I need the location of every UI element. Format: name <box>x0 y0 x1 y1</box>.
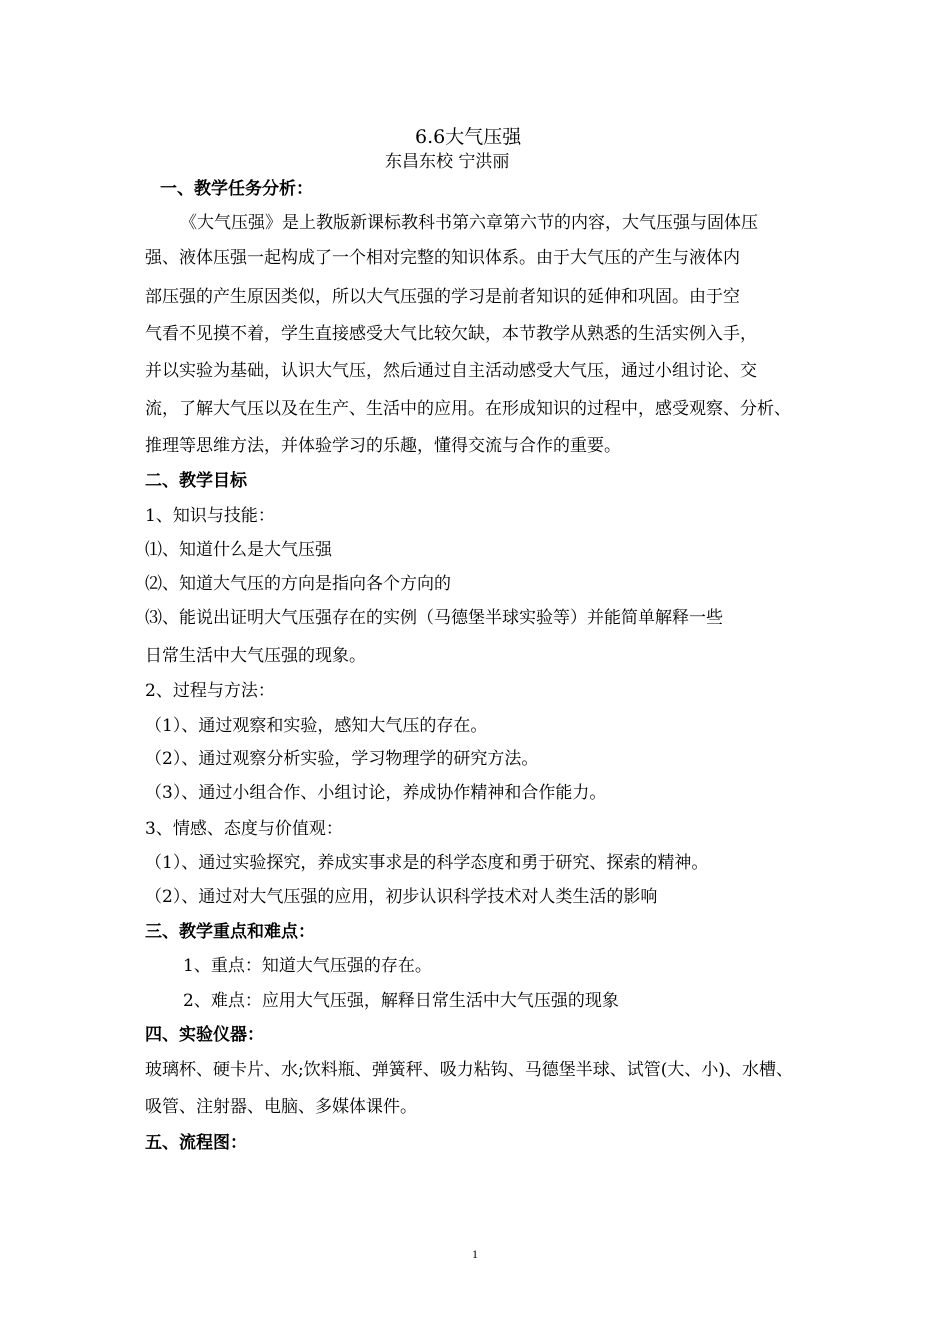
subheading-knowledge: 1、知识与技能： <box>145 506 275 526</box>
list-item: （2）、通过观察分析实验，学习物理学的研究方法。 <box>145 749 539 769</box>
list-item: （1）、通过实验探究，养成实事求是的科学态度和勇于研究、探索的精神。 <box>145 853 709 873</box>
paragraph-line: 部压强的产生原因类似，所以大气压强的学习是前者知识的延伸和巩固。由于空 <box>145 287 740 307</box>
list-item: （3）、通过小组合作、小组讨论，养成协作精神和合作能力。 <box>145 783 607 803</box>
paragraph-line: 并以实验为基础，认识大气压，然后通过自主活动感受大气压，通过小组讨论、交 <box>145 361 757 381</box>
paragraph-line: 推理等思维方法，并体验学习的乐趣，懂得交流与合作的重要。 <box>145 436 621 456</box>
section-heading-flowchart: 五、流程图： <box>145 1133 247 1153</box>
page-number: 1 <box>472 1247 478 1261</box>
paragraph-line: 流，了解大气压以及在生产、生活中的应用。在形成知识的过程中，感受观察、分析、 <box>145 399 791 419</box>
paragraph-line: 玻璃杯、硬卡片、水;饮料瓶、弹簧秤、吸力粘钩、马德堡半球、试管(大、小)、水槽、 <box>145 1060 793 1080</box>
paragraph-line: 吸管、注射器、电脑、多媒体课件。 <box>145 1097 417 1117</box>
list-item: 1、重点：知道大气压强的存在。 <box>183 956 432 976</box>
subheading-process: 2、过程与方法： <box>145 681 275 701</box>
document-title: 6.6大气压强 <box>415 126 522 148</box>
subheading-emotion: 3、情感、态度与价值观： <box>145 819 343 839</box>
section-heading-objectives: 二、教学目标 <box>145 471 247 491</box>
list-item: （1）、通过观察和实验，感知大气压的存在。 <box>145 716 488 736</box>
paragraph-line: 气看不见摸不着，学生直接感受大气比较欠缺，本节教学从熟悉的生活实例入手， <box>145 324 757 344</box>
paragraph-line: 强、液体压强一起构成了一个相对完整的知识体系。由于大气压的产生与液体内 <box>145 248 740 268</box>
section-heading-key-points: 三、教学重点和难点： <box>145 922 315 942</box>
list-item: （2）、通过对大气压强的应用，初步认识科学技术对人类生活的影响 <box>145 887 658 907</box>
section-heading-equipment: 四、实验仪器： <box>145 1025 264 1045</box>
list-item: ⑶、能说出证明大气压强存在的实例（马德堡半球实验等）并能简单解释一些 <box>145 608 723 628</box>
list-item: 2、难点：应用大气压强，解释日常生活中大气压强的现象 <box>183 991 619 1011</box>
section-heading-task-analysis: 一、教学任务分析： <box>160 179 313 199</box>
paragraph-line: 《大气压强》是上教版新课标教科书第六章第六节的内容，大气压强与固体压 <box>180 213 758 233</box>
list-item: ⑴、知道什么是大气压强 <box>145 540 332 560</box>
author-line: 东昌东校 宁洪丽 <box>385 152 510 172</box>
list-item: 日常生活中大气压强的现象。 <box>145 646 366 666</box>
list-item: ⑵、知道大气压的方向是指向各个方向的 <box>145 574 451 594</box>
